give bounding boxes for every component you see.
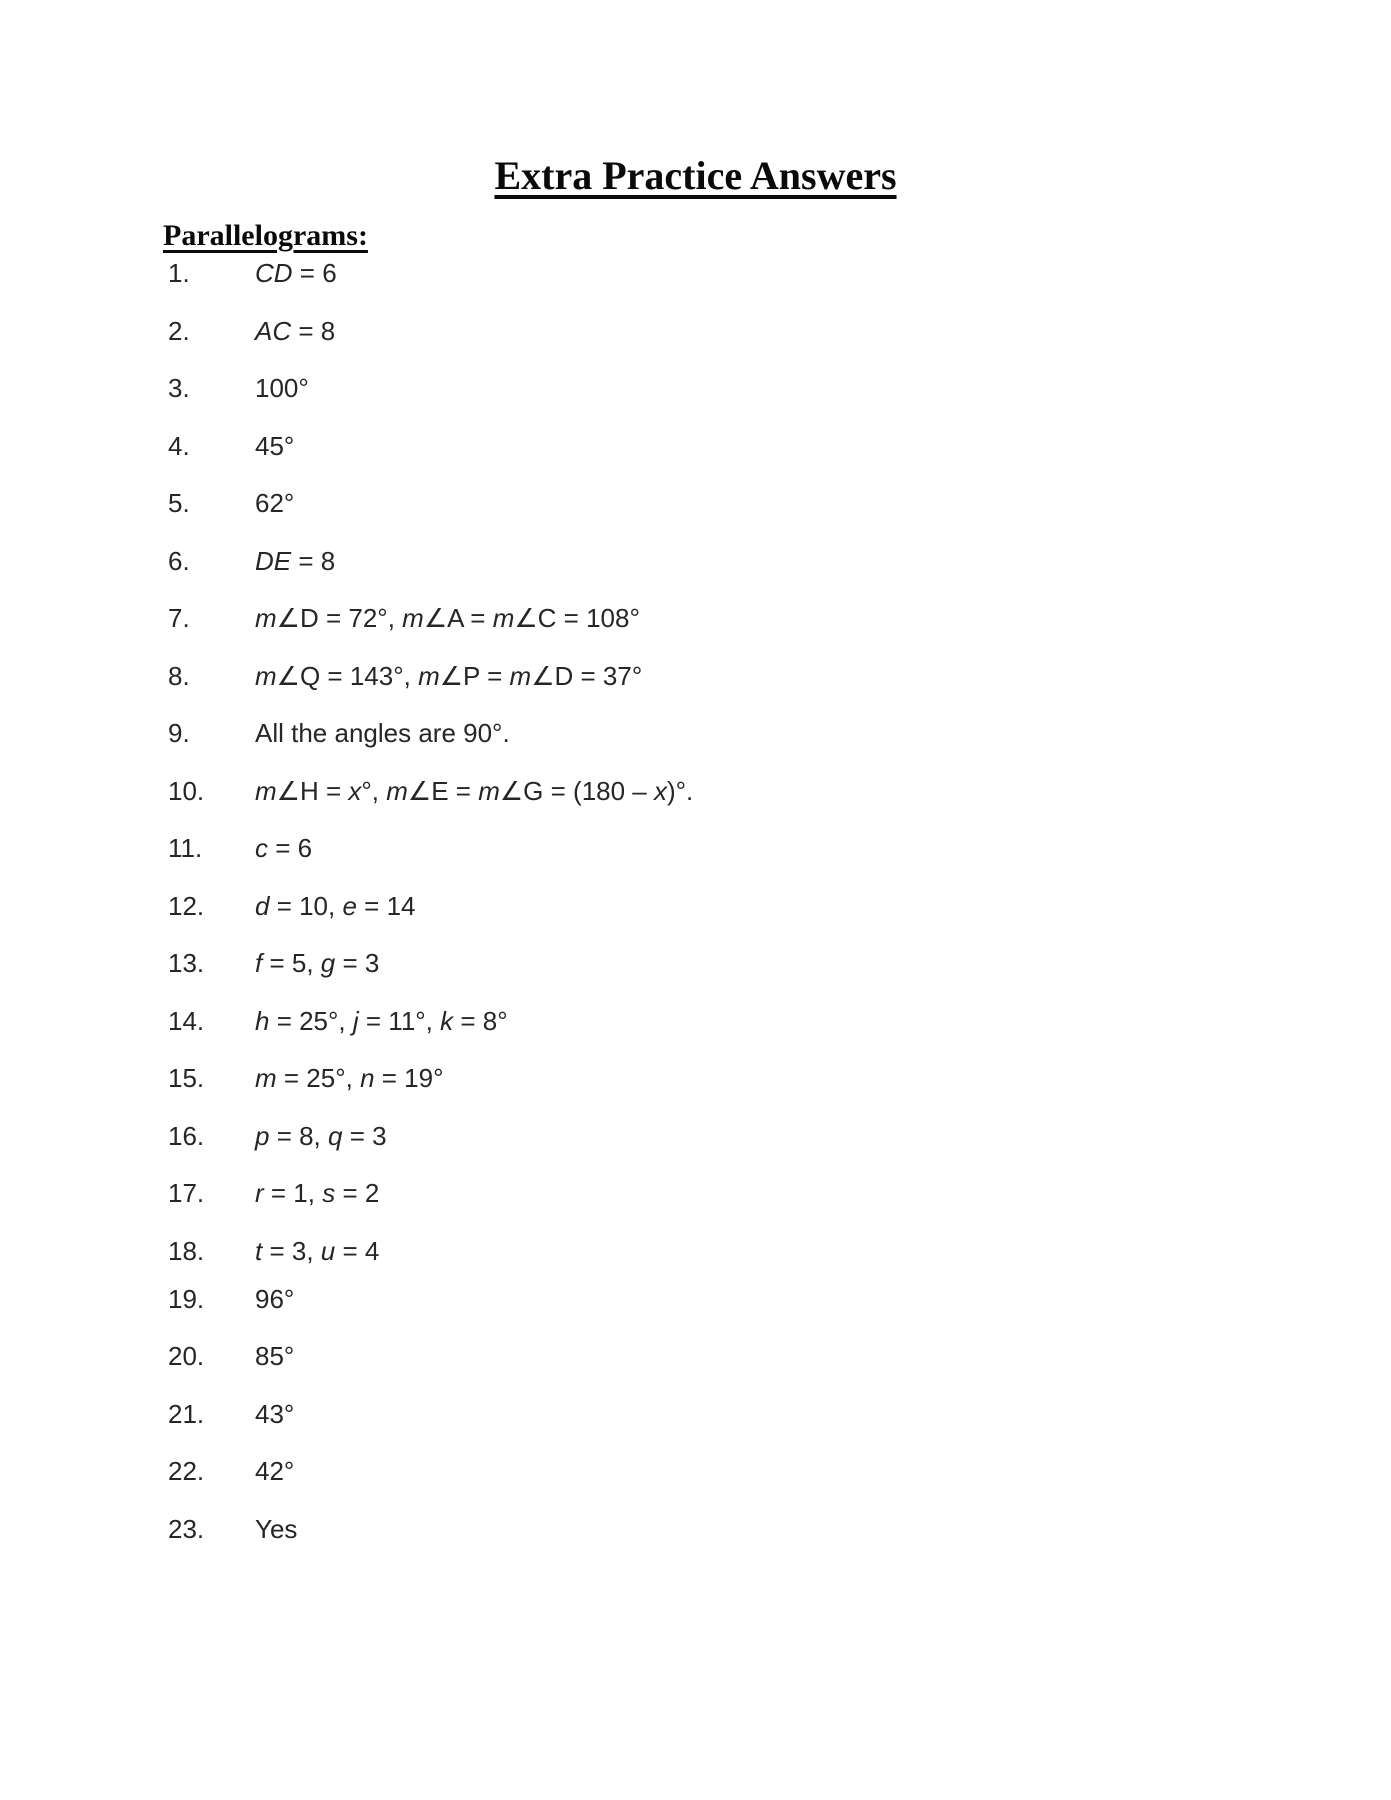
answer-row <box>168 490 693 516</box>
answer-row <box>168 1065 693 1091</box>
answer-text: d = 10, e = 14 <box>255 890 416 921</box>
answer-text: DE = 8 <box>255 545 336 576</box>
answer-number: 4. <box>168 430 190 461</box>
answer-row <box>168 1005 693 1036</box>
answer-text: h = 25°, j = 11°, k = 8° <box>255 1005 508 1036</box>
answer-number: 11. <box>168 833 203 863</box>
answer-text: m = 25°, n = 19° <box>255 1063 444 1093</box>
answer-row <box>168 430 693 461</box>
answer-number: 21. <box>168 1398 205 1429</box>
answer-number: 2. <box>168 315 190 346</box>
answer-number: 20. <box>168 1341 205 1371</box>
answer-number: 16. <box>168 1120 205 1151</box>
answer-text: 100° <box>255 373 309 403</box>
answer-number: 23. <box>168 1513 205 1544</box>
answer-number: 7. <box>168 603 190 633</box>
answer-number: 14. <box>168 1005 205 1036</box>
answer-text: 43° <box>255 1398 295 1429</box>
answer-number: 15. <box>168 1063 205 1093</box>
answer-row <box>168 1283 693 1314</box>
answer-text: 85° <box>255 1341 295 1371</box>
answer-text: All the angles are 90°. <box>255 718 510 748</box>
answer-number: 5. <box>168 488 190 518</box>
answer-number: 18. <box>168 1235 205 1266</box>
answer-row <box>168 545 693 576</box>
answer-text: f = 5, g = 3 <box>255 948 380 978</box>
answer-text: 62° <box>255 488 295 518</box>
answer-number: 6. <box>168 545 190 576</box>
answer-number: 12. <box>168 890 205 921</box>
answer-number: 17. <box>168 1178 205 1208</box>
answer-text: 42° <box>255 1456 295 1486</box>
answer-row <box>168 660 693 691</box>
answer-text: AC = 8 <box>255 315 336 346</box>
answer-row <box>168 950 693 976</box>
answer-text: t = 3, u = 4 <box>255 1235 380 1266</box>
answer-number: 13. <box>168 948 205 978</box>
answer-row <box>168 605 693 631</box>
answer-number: 19. <box>168 1283 205 1314</box>
answer-text: m∠H = x°, m∠E = m∠G = (180 – x)°. <box>255 775 694 806</box>
answer-text: CD = 6 <box>255 258 337 288</box>
answer-number: 22. <box>168 1456 205 1486</box>
answer-row <box>168 1343 693 1369</box>
answer-row <box>168 1398 693 1429</box>
answer-row <box>168 890 693 921</box>
answer-row <box>168 1513 693 1544</box>
answer-row <box>168 1120 693 1151</box>
answer-row <box>168 1458 693 1484</box>
answer-row <box>168 775 694 806</box>
answer-text: Yes <box>255 1513 298 1544</box>
answer-text: r = 1, s = 2 <box>255 1178 380 1208</box>
answer-text: 96° <box>255 1283 295 1314</box>
answer-text: c = 6 <box>255 833 313 863</box>
page-title: Extra Practice Answers <box>494 153 897 198</box>
answer-row <box>168 315 693 346</box>
answer-number: 10. <box>168 775 205 806</box>
section-heading-parallelograms: Parallelograms: <box>163 219 368 252</box>
answer-row <box>168 1235 693 1266</box>
answer-number: 1. <box>168 258 190 288</box>
answer-text: m∠D = 72°, m∠A = m∠C = 108° <box>255 603 640 633</box>
answer-text: m∠Q = 143°, m∠P = m∠D = 37° <box>255 660 643 691</box>
answer-row <box>168 835 693 861</box>
answer-row <box>168 260 693 286</box>
answer-text: 45° <box>255 430 295 461</box>
answer-number: 8. <box>168 660 190 691</box>
answers-list <box>168 260 693 1542</box>
answer-text: p = 8, q = 3 <box>255 1120 387 1151</box>
answer-number: 9. <box>168 718 190 748</box>
answer-number: 3. <box>168 373 190 403</box>
answer-row <box>168 375 693 401</box>
answer-row <box>168 720 693 746</box>
answer-row <box>168 1180 693 1206</box>
